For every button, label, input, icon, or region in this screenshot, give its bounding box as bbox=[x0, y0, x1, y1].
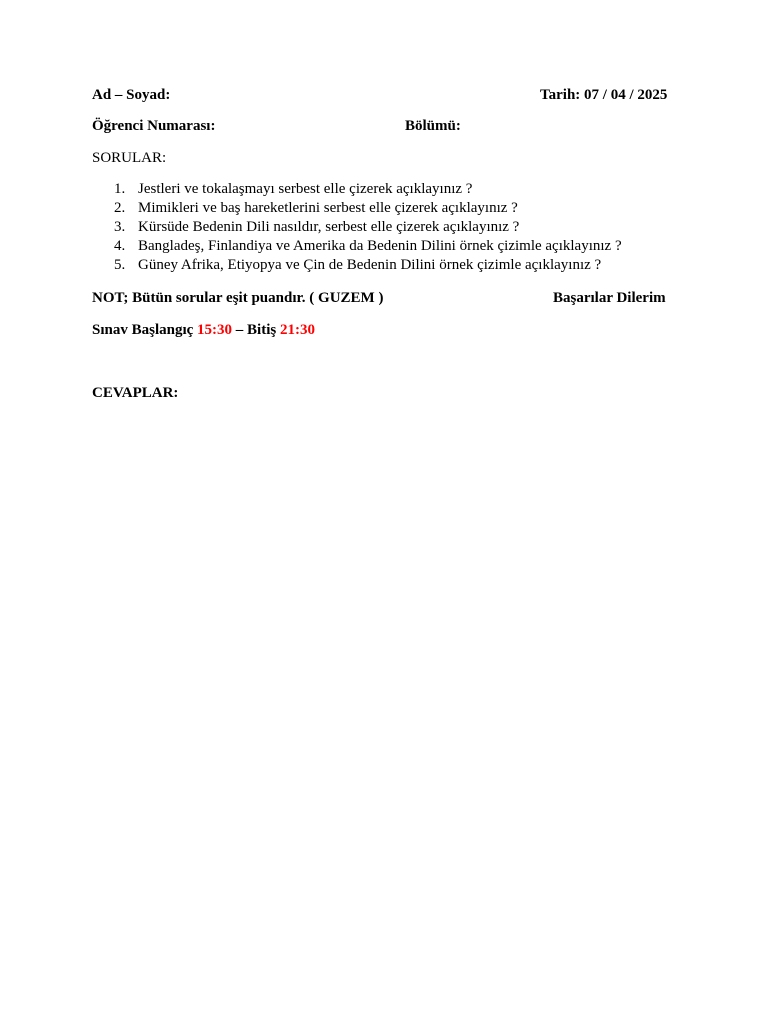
question-item bbox=[114, 180, 622, 199]
note-text: NOT; Bütün sorular eşit puandır. ( GUZEM ) bbox=[92, 290, 384, 306]
question-number: 4. bbox=[114, 238, 126, 254]
question-item bbox=[114, 218, 622, 237]
question-item bbox=[114, 256, 622, 275]
question-number: 1. bbox=[114, 181, 126, 197]
question-number: 2. bbox=[114, 200, 126, 216]
student-number-label: Öğrenci Numarası: bbox=[92, 118, 216, 134]
answers-heading: CEVAPLAR: bbox=[92, 385, 179, 401]
question-number: 5. bbox=[114, 257, 126, 273]
question-item bbox=[114, 199, 622, 218]
department-label: Bölümü: bbox=[405, 118, 461, 134]
question-text: Jestleri ve tokalaşmayı serbest elle çizerek açıklayınız ? bbox=[138, 181, 473, 197]
exam-start-time: 15:30 bbox=[197, 322, 233, 338]
name-label: Ad – Soyad: bbox=[92, 87, 171, 103]
question-number: 3. bbox=[114, 219, 126, 235]
question-text: Güney Afrika, Etiyopya ve Çin de Bedenin Dilini örnek çizimle açıklayınız ? bbox=[138, 257, 602, 273]
date-label: Tarih: 07 / 04 / 2025 bbox=[540, 87, 668, 103]
questions-heading: SORULAR: bbox=[92, 150, 167, 166]
questions-list bbox=[92, 180, 622, 275]
exam-end-label: – Bitiş bbox=[232, 322, 280, 338]
exam-start-label: Sınav Başlangıç bbox=[92, 322, 198, 338]
wish-text: Başarılar Dilerim bbox=[553, 290, 666, 306]
question-text: Kürsüde Bedenin Dili nasıldır, serbest elle çizerek açıklayınız ? bbox=[138, 219, 520, 235]
question-text: Mimikleri ve baş hareketlerini serbest elle çizerek açıklayınız ? bbox=[138, 200, 518, 216]
question-text: Bangladeş, Finlandiya ve Amerika da Bedenin Dilini örnek çizimle açıklayınız ? bbox=[138, 238, 622, 254]
exam-time-line bbox=[92, 321, 315, 339]
exam-end-time: 21:30 bbox=[279, 322, 315, 338]
question-item bbox=[114, 237, 622, 256]
